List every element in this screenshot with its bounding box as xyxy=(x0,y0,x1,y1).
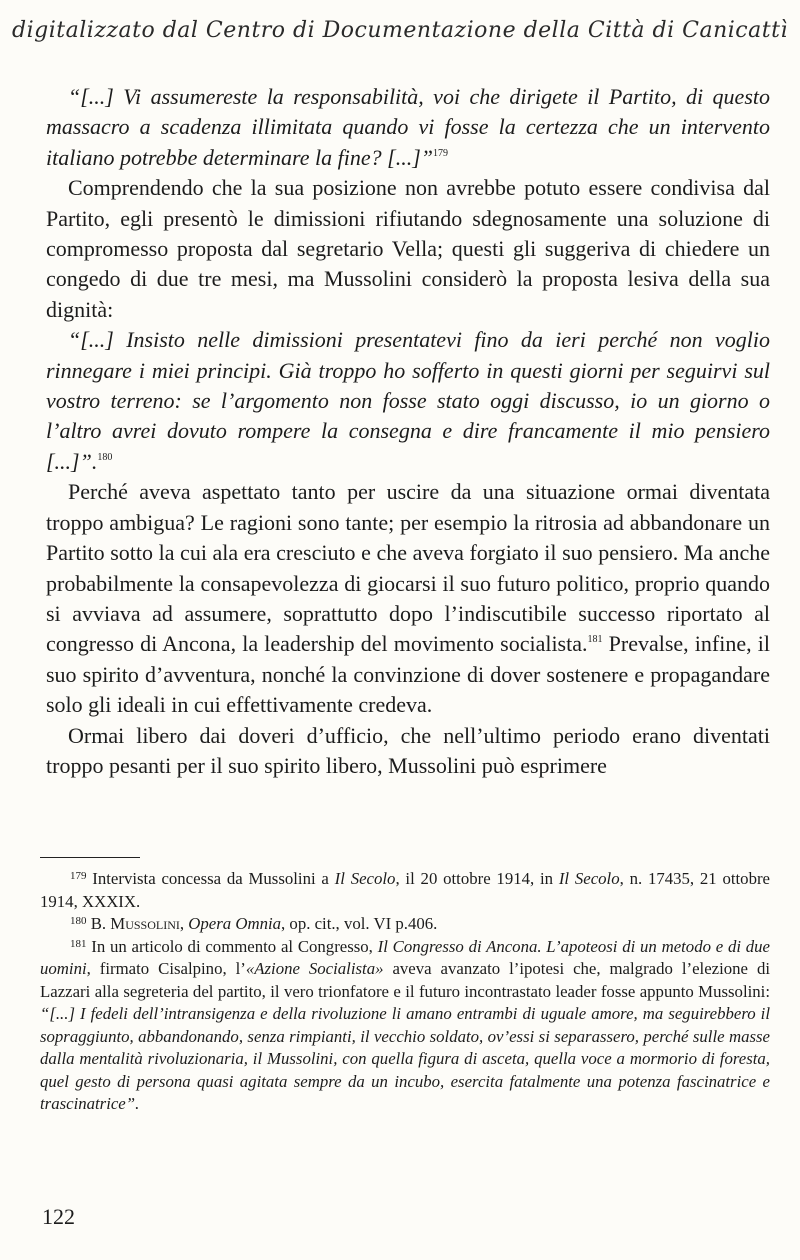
footnote-text: , il 20 ottobre 1914, in xyxy=(395,869,559,888)
footnote-text: , n. 17435, 21 ottobre 1914, XXXIX. xyxy=(40,869,771,911)
footnote-italic: «Azione Socialista» xyxy=(245,959,384,978)
paragraph-text-b: Prevalse, infine, il suo spirito d’avventura, nonché la convinzione di dover sostenere e propagandare solo gli ideali in cui effettivamente credeva. xyxy=(46,631,770,718)
paragraph-text-a: Perché aveva aspettato tanto per uscire da una situazione ormai diventata troppo ambigua? Le ragioni sono tante; per esempio la ritrosia ad abbandonare un Partito sotto la cui ala era cresciuto e che aveva forgiato il suo pensiero. Ma anche probabilmente la consapevolezza di giocarsi il suo futuro politico, proprio quando si avviava ad assumere, soprattutto dopo l’indiscutibile successo riportato al congresso di Ancona, la leadership del movimento socialista. xyxy=(46,479,770,657)
quote-text: “[...] Vi assumereste la responsabilità, voi che dirigete il Partito, di questo massacro a scadenza illimitata quando vi fosse la certezza che un intervento italiano potrebbe determinare la fine? [...]” xyxy=(46,84,770,170)
quote-paragraph-2 xyxy=(46,325,770,477)
footnote-number: 179 xyxy=(70,870,87,882)
footnotes xyxy=(40,868,770,1116)
body-paragraph-1: Comprendendo che la sua posizione non avrebbe potuto essere condivisa dal Partito, egli presentò le dimissioni rifiutando sdegnosamente una soluzione di compromesso proposta dal segretario Vella; questi gli suggeriva di chiedere un congedo di due tre mesi, ma Mussolini considerò la proposta lesiva della sua dignità: xyxy=(46,175,770,322)
footnote-text: In un articolo di commento al Congresso, xyxy=(86,936,378,956)
quote-text: “[...] Insisto nelle dimissioni presentatevi fino da ieri perché non voglio rinnegare i miei principi. Già troppo ho sofferto in questi giorni per seguirvi sul vostro terreno: se l’argomento non fosse stato oggi discusso, io un giorno o l’altro avrei dovuto rompere la consegna e dire francamente il mio pensiero [...]”. xyxy=(46,327,770,474)
footnote-italic: Opera Omnia xyxy=(188,914,282,933)
footnote-text: , xyxy=(179,914,189,933)
body-paragraph-3: Ormai libero dai doveri d’ufficio, che nell’ultimo periodo erano diventati troppo pesanti per il suo spirito libero, Mussolini può esprimere xyxy=(46,722,770,778)
footnote-ref-179[interactable]: 179 xyxy=(433,147,449,159)
footnote-ref-181[interactable]: 181 xyxy=(587,634,603,646)
footnote-italic: Il Secolo xyxy=(558,869,620,888)
footnote-italic: Il Congresso di Ancona. L’apoteosi di un metodo e di due uomini xyxy=(40,936,770,978)
footnote-text: , firmato Cisalpino, l’ xyxy=(86,959,246,978)
footnote-number: 180 xyxy=(70,915,87,927)
footnote-ref-180[interactable]: 180 xyxy=(97,451,113,463)
footnote-italic: Il Secolo xyxy=(334,869,396,888)
footnote-text: B. xyxy=(86,914,111,933)
footnote-179 xyxy=(40,868,770,913)
footnote-180 xyxy=(40,913,770,936)
footnote-text: aveva avanzato l’ipotesi che, malgrado l’elezione di Lazzari alla segreteria del partito, il vero trionfatore e il futuro incontrastato leader fosse appunto Mussolini: xyxy=(40,959,771,1001)
footnote-italic: “[...] I fedeli dell’intransigenza e della rivoluzione li amano entrambi di uguale amore, ma seguirebbero il sopraggiunto, abbandonando, senza rimpianti, il vecchio soldato, ov’essi si separassero, perché sulle masse dalla mentalità rivoluzionaria, il Mussolini, con quella figura di asceta, quella voce a mormorio di foresta, quel gesto di persona quasi agitata sempre da un incubo, esercita fatalmente una potenza fascinatrice e trascinatrice”. xyxy=(40,1004,770,1113)
main-text xyxy=(46,82,770,781)
footnote-text: Intervista concessa da Mussolini a xyxy=(86,869,335,888)
watermark-header: digitalizzato dal Centro di Documentazione della Città di Canicattì xyxy=(12,18,788,43)
footnote-181 xyxy=(40,936,770,1116)
page-number: 122 xyxy=(42,1204,75,1229)
footnote-author: Mussolini xyxy=(110,914,180,933)
body-paragraph-2 xyxy=(46,477,770,720)
footnote-divider xyxy=(40,857,140,858)
footnote-text: , op. cit., vol. VI p.406. xyxy=(281,914,438,933)
footnote-number: 181 xyxy=(70,937,87,950)
quote-paragraph-1 xyxy=(46,82,770,173)
